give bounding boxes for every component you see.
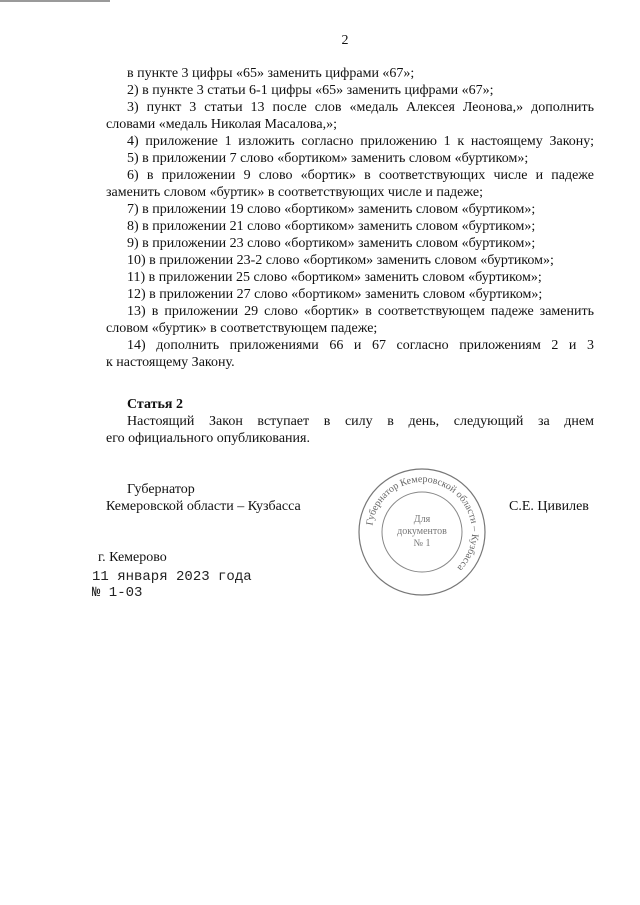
amendment-line: словами «медаль Николая Масалова,»;: [106, 117, 337, 132]
article-text-line: Настоящий Закон вступает в силу в день, следующий за днем: [127, 414, 594, 429]
signatory-name: С.Е. Цивилев: [509, 499, 589, 514]
top-border-line: [0, 0, 110, 2]
amendment-line: 3) пункт 3 статьи 13 после слов «медаль Алексея Леонова,» дополнить: [127, 100, 594, 115]
amendment-line: 8) в приложении 21 слово «бортиком» заменить словом «буртиком»;: [127, 219, 536, 234]
amendment-line: 11) в приложении 25 слово «бортиком» заменить словом «буртиком»;: [127, 270, 542, 285]
amendment-line: в пункте 3 цифры «65» заменить цифрами «67»;: [127, 66, 415, 81]
signatory-title-line1: Губернатор: [127, 482, 195, 497]
amendment-line: 4) приложение 1 изложить согласно приложению 1 к настоящему Закону;: [127, 134, 594, 149]
stamp-center-line3: № 1: [413, 538, 431, 549]
amendment-line: 13) в приложении 29 слово «бортик» в соответствующем падеже заменить: [127, 304, 594, 319]
amendment-line: к настоящему Закону.: [106, 355, 235, 370]
stamp-center-line2: документов: [397, 526, 447, 537]
amendment-line: 9) в приложении 23 слово «бортиком» заменить словом «буртиком»;: [127, 236, 536, 251]
amendment-line: 7) в приложении 19 слово «бортиком» заменить словом «буртиком»;: [127, 202, 536, 217]
amendment-line: 5) в приложении 7 слово «бортиком» заменить словом «буртиком»;: [127, 151, 529, 166]
stamp-center-line1: Для: [413, 514, 431, 525]
amendment-line: 10) в приложении 23-2 слово «бортиком» заменить словом «буртиком»;: [127, 253, 554, 268]
document-date: 11 января 2023 года: [92, 569, 252, 585]
amendment-line: 6) в приложении 9 слово «бортик» в соответствующих числе и падеже: [127, 168, 594, 183]
amendment-line: 14) дополнить приложениями 66 и 67 согласно приложениям 2 и 3: [127, 338, 594, 353]
place-name: г. Кемерово: [98, 550, 167, 565]
amendment-line: словом «буртик» в соответствующем падеже;: [106, 321, 378, 336]
article-heading: Статья 2: [127, 397, 183, 412]
amendment-line: 12) в приложении 27 слово «бортиком» заменить словом «буртиком»;: [127, 287, 543, 302]
page-number: 2: [341, 33, 349, 48]
article-text-line: его официального опубликования.: [106, 431, 310, 446]
signatory-title-line2: Кемеровской области – Кузбасса: [106, 499, 301, 514]
stamp-ring-text: Губернатор Кемеровской области – Кузбасса: [364, 473, 481, 574]
official-stamp: [356, 466, 488, 598]
amendment-line: заменить словом «буртик» в соответствующих числе и падеже;: [106, 185, 483, 200]
amendment-line: 2) в пункте 3 статьи 6-1 цифры «65» заменить цифрами «67»;: [127, 83, 494, 98]
document-number: № 1-03: [92, 585, 143, 601]
